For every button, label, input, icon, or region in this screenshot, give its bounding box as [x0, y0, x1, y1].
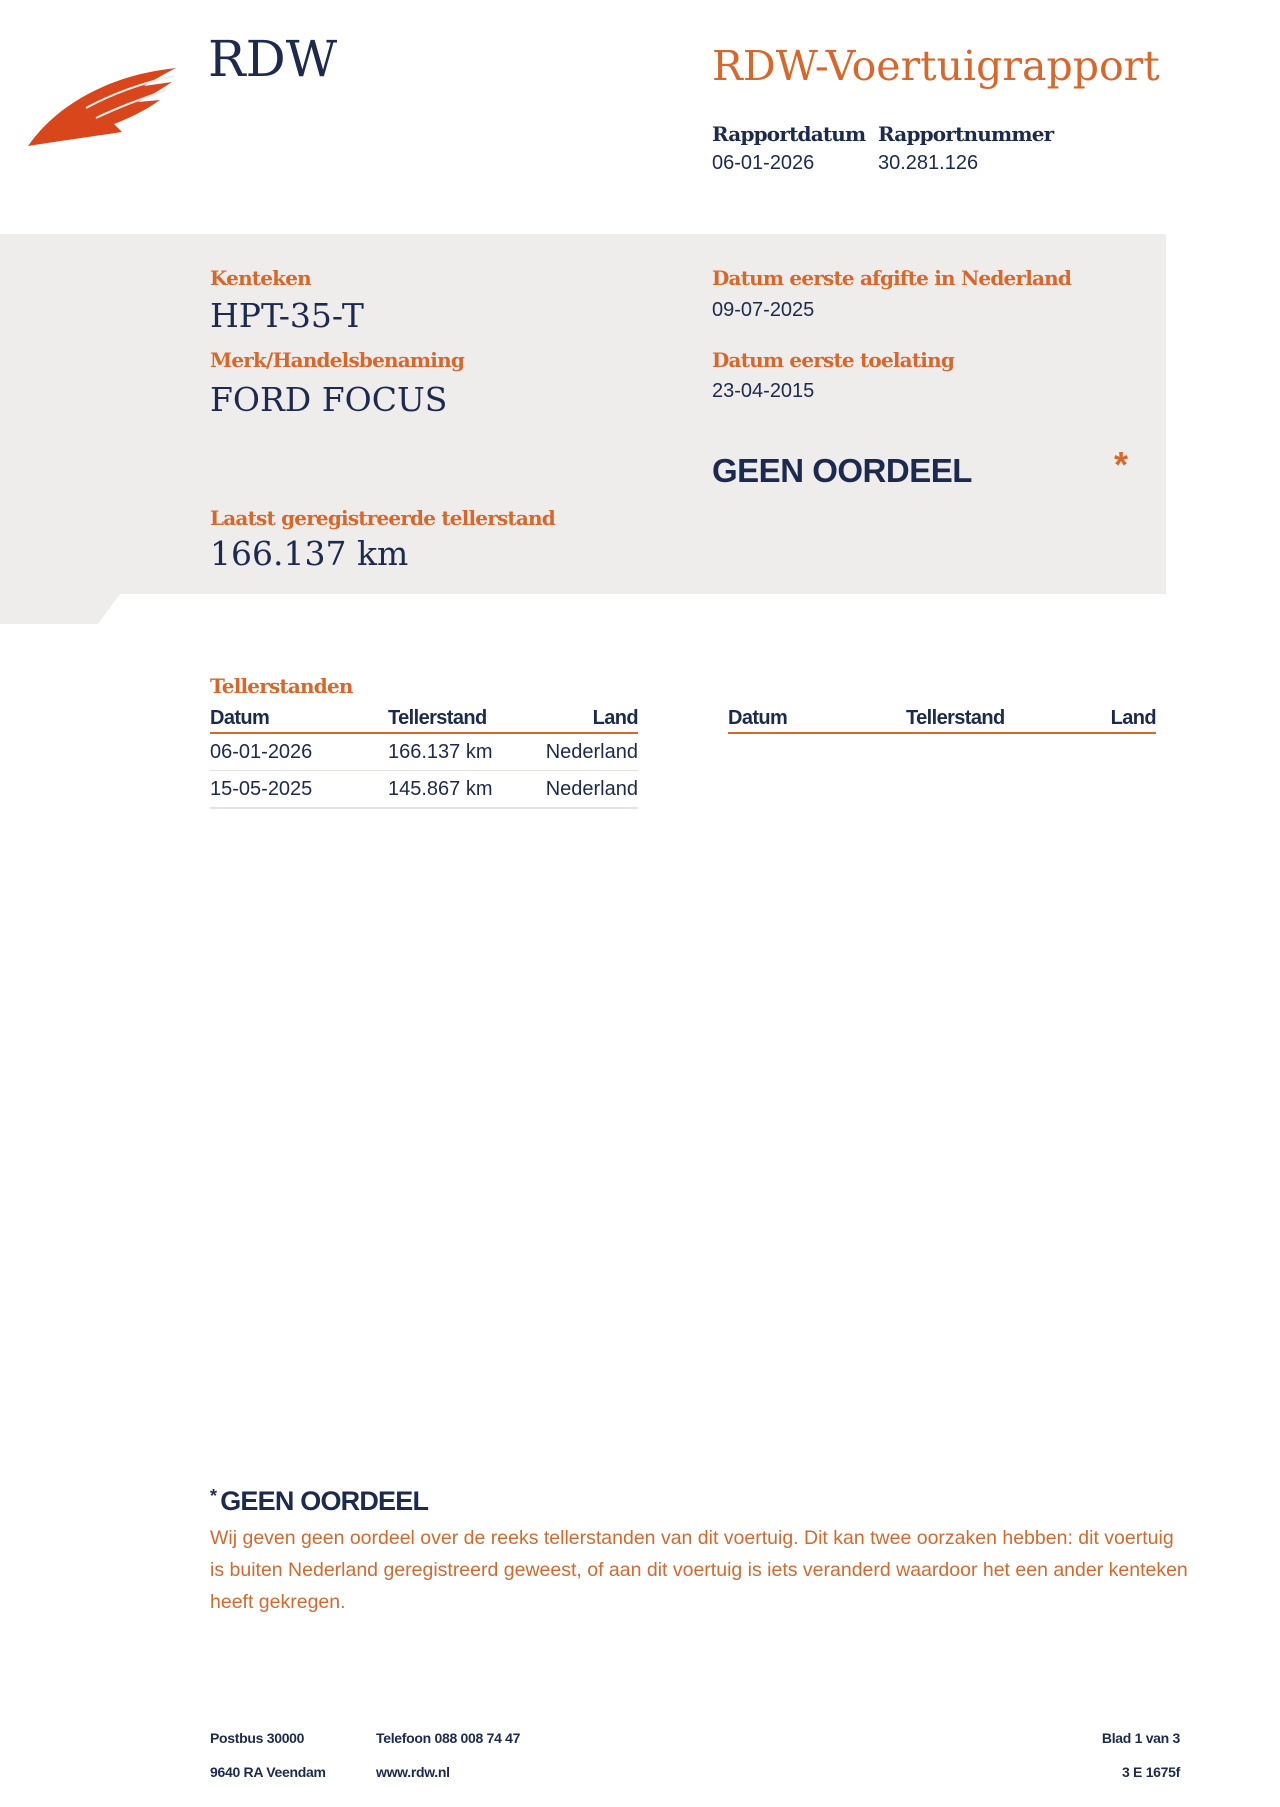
verdict-marker: *	[1114, 444, 1129, 485]
cell-odometer: 145.867 km	[388, 777, 493, 800]
column-header-odometer: Tellerstand	[388, 707, 487, 729]
footer-document-code: 3 E 1675f	[1121, 1764, 1180, 1780]
table-header	[210, 700, 638, 734]
column-header-date: Datum	[728, 707, 788, 729]
footer-phone: Telefoon 088 008 74 47	[376, 1730, 521, 1746]
cell-date: 15-05-2025	[210, 777, 313, 800]
cell-country: Nederland	[545, 777, 638, 800]
footnote-title-text: GEEN OORDEEL	[220, 1486, 429, 1516]
summary-panel	[0, 234, 1166, 624]
brand-value: FORD FOCUS	[210, 380, 448, 419]
first-admission-value: 23-04-2015	[712, 380, 815, 402]
table-row	[210, 734, 638, 771]
cell-country: Nederland	[545, 740, 638, 763]
footnote-text: Wij geven geen oordeel over de reeks tellerstanden van dit voertuig. Dit kan twee oorzaken hebben: dit voertuig is buiten Nederland geregistreerd geweest, of aan dit voertuig is iets veranderd waardoor het een ander kenteken heeft gekregen.	[210, 1527, 1188, 1613]
report-date-value: 06-01-2026	[712, 152, 815, 174]
footer-city: 9640 RA Veendam	[210, 1764, 326, 1780]
odometer-label: Laatst geregistreerde tellerstand	[210, 506, 555, 530]
verdict: GEEN OORDEEL	[712, 452, 972, 489]
first-admission-label: Datum eerste toelating	[712, 348, 954, 372]
footnote-title	[210, 1486, 428, 1517]
odometer-value: 166.137 km	[210, 534, 409, 573]
odometer-table-left	[210, 700, 638, 809]
brand-label: Merk/Handelsbenaming	[210, 348, 465, 372]
report-title: RDW-Voertuigrapport	[712, 42, 1160, 90]
footer-page-number: Blad 1 van 3	[1101, 1730, 1180, 1746]
first-issue-nl-value: 09-07-2025	[712, 299, 815, 321]
column-header-country: Land	[1110, 707, 1156, 729]
first-issue-nl-label: Datum eerste afgifte in Nederland	[712, 266, 1072, 290]
rdw-logo-icon	[26, 62, 186, 148]
table-header	[728, 700, 1156, 734]
table-row	[210, 771, 638, 809]
column-header-date: Datum	[210, 707, 270, 729]
plate-label: Kenteken	[210, 266, 311, 290]
report-number-value: 30.281.126	[878, 152, 979, 174]
cell-odometer: 166.137 km	[388, 740, 493, 763]
report-number-label: Rapportnummer	[878, 122, 1054, 146]
report-date-label: Rapportdatum	[712, 122, 866, 146]
cell-date: 06-01-2026	[210, 740, 313, 763]
column-header-country: Land	[592, 707, 638, 729]
odometer-section-title: Tellerstanden	[210, 674, 353, 698]
logo-text: RDW	[208, 30, 338, 88]
footer-website[interactable]: www.rdw.nl	[376, 1764, 450, 1780]
plate-value: HPT-35-T	[210, 296, 364, 335]
footer-postbus: Postbus 30000	[210, 1730, 305, 1746]
column-header-odometer: Tellerstand	[906, 707, 1005, 729]
odometer-table-right	[728, 700, 1156, 734]
footnote-marker: *	[210, 1486, 217, 1506]
